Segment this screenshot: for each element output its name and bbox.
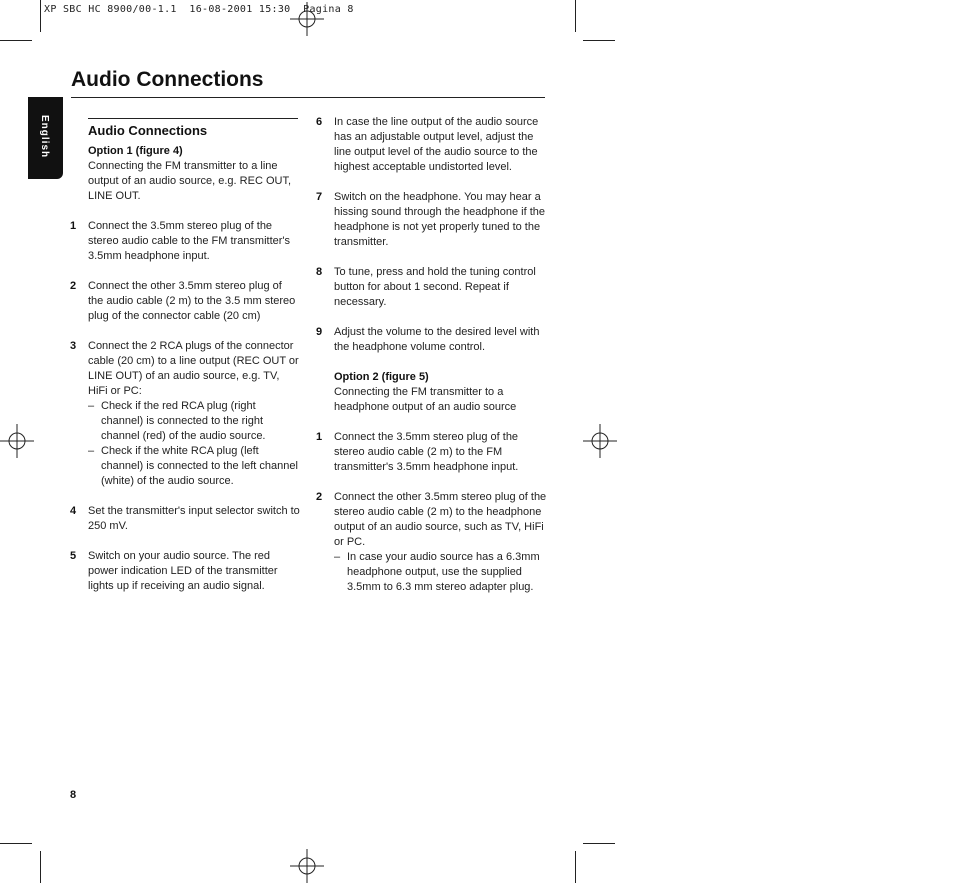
language-tab-label: English: [39, 115, 50, 159]
step-text: Connect the other 3.5mm stereo plug of the stereo audio cable (2 m) to the headphone output of an audio source, such as TV, HiFi or PC.: [334, 491, 547, 548]
page-number: 8: [70, 789, 77, 801]
list-item: [316, 265, 548, 310]
step-number: 1: [70, 220, 77, 232]
list-item: [316, 430, 548, 475]
section-divider: [88, 118, 298, 119]
step-text: Switch on your audio source. The red power indication LED of the transmitter lights up if receiving an audio signal.: [88, 550, 278, 592]
sub-item: – In case your audio source has a 6.3mm headphone output, use the supplied 3.5mm to 6.3 mm stereo adapter plug.: [334, 550, 548, 595]
step-text: Adjust the volume to the desired level with the headphone volume control.: [334, 326, 540, 353]
step-number: 7: [316, 191, 323, 203]
crop-mark: [0, 843, 32, 844]
registration-mark-icon: [583, 424, 617, 458]
step-text: Connect the 3.5mm stereo plug of the stereo audio cable to the FM transmitter's 3.5mm headphone input.: [88, 220, 291, 262]
crop-mark: [583, 843, 615, 844]
step-number: 5: [70, 550, 77, 562]
crop-mark: [0, 40, 32, 41]
registration-mark-icon: [290, 849, 324, 883]
step-text: Connect the 3.5mm stereo plug of the stereo audio cable (2 m) to the FM transmitter's 3.5mm headphone input.: [334, 431, 519, 473]
step-number: 1: [316, 431, 323, 443]
crop-mark: [575, 851, 576, 883]
step-number: 2: [316, 491, 323, 503]
list-item: [316, 190, 548, 250]
language-tab: [28, 97, 63, 179]
step-number: 3: [70, 340, 77, 352]
list-item: [70, 339, 300, 489]
option-intro: Connecting the FM transmitter to a headphone output of an audio source: [334, 386, 517, 413]
step-text: In case the line output of the audio source has an adjustable output level, adjust the line output level of the audio source to the highest acceptable undistorted level.: [334, 116, 539, 173]
step-text: Switch on the headphone. You may hear a hissing sound through the headphone if the headphone is not yet properly tuned to the transmitter.: [334, 191, 545, 248]
option-intro: Connecting the FM transmitter to a line output of an audio source, e.g. REC OUT, LINE OUT.: [88, 160, 292, 202]
left-column: [70, 118, 300, 594]
page-title: Audio Connections: [71, 68, 264, 91]
list-item: [316, 490, 548, 595]
list-item: [70, 549, 300, 594]
crop-mark: [583, 40, 615, 41]
step-number: 4: [70, 505, 77, 517]
sub-item-text: In case your audio source has a 6.3mm headphone output, use the supplied 3.5mm to 6.3 mm stereo adapter plug.: [347, 551, 540, 593]
step-text: Connect the 2 RCA plugs of the connector cable (20 cm) to a line output (REC OUT or LINE OUT) of an audio source, e.g. TV, HiFi or PC:: [88, 340, 299, 397]
sub-item-text: Check if the red RCA plug (right channel) is connected to the right channel (red) of the audio source.: [101, 400, 266, 442]
crop-mark: [575, 0, 576, 32]
list-item: [316, 115, 548, 175]
option-title: Option 2 (figure 5): [334, 371, 429, 383]
title-divider: [71, 97, 545, 98]
list-item: [70, 504, 300, 534]
step-number: 2: [70, 280, 77, 292]
step-number: 6: [316, 116, 323, 128]
sub-item: – Check if the red RCA plug (right channel) is connected to the right channel (red) of the audio source.: [88, 399, 300, 444]
step-number: 9: [316, 326, 323, 338]
option-title: Option 1 (figure 4): [88, 145, 183, 157]
section-title: Audio Connections: [88, 123, 208, 138]
crop-mark: [40, 0, 41, 32]
step-text: Connect the other 3.5mm stereo plug of the audio cable (2 m) to the 3.5 mm stereo plug of the connector cable (20 cm): [88, 280, 296, 322]
sub-item-text: Check if the white RCA plug (left channel) is connected to the left channel (white) of the audio source.: [101, 445, 298, 487]
list-item: [70, 279, 300, 324]
registration-mark-icon: [290, 2, 324, 36]
step-text: To tune, press and hold the tuning control button for about 1 second. Repeat if necessary.: [334, 266, 536, 308]
crop-mark: [40, 851, 41, 883]
list-item: [70, 219, 300, 264]
list-item: [316, 325, 548, 355]
registration-mark-icon: [0, 424, 34, 458]
print-slug: XP SBC HC 8900/00-1.1 16-08-2001 15:30 Pagina 8: [44, 4, 354, 15]
step-text: Set the transmitter's input selector switch to 250 mV.: [88, 505, 300, 532]
step-number: 8: [316, 266, 323, 278]
right-column: [316, 115, 548, 595]
sub-item: – Check if the white RCA plug (left channel) is connected to the left channel (white) of the audio source.: [88, 444, 300, 489]
